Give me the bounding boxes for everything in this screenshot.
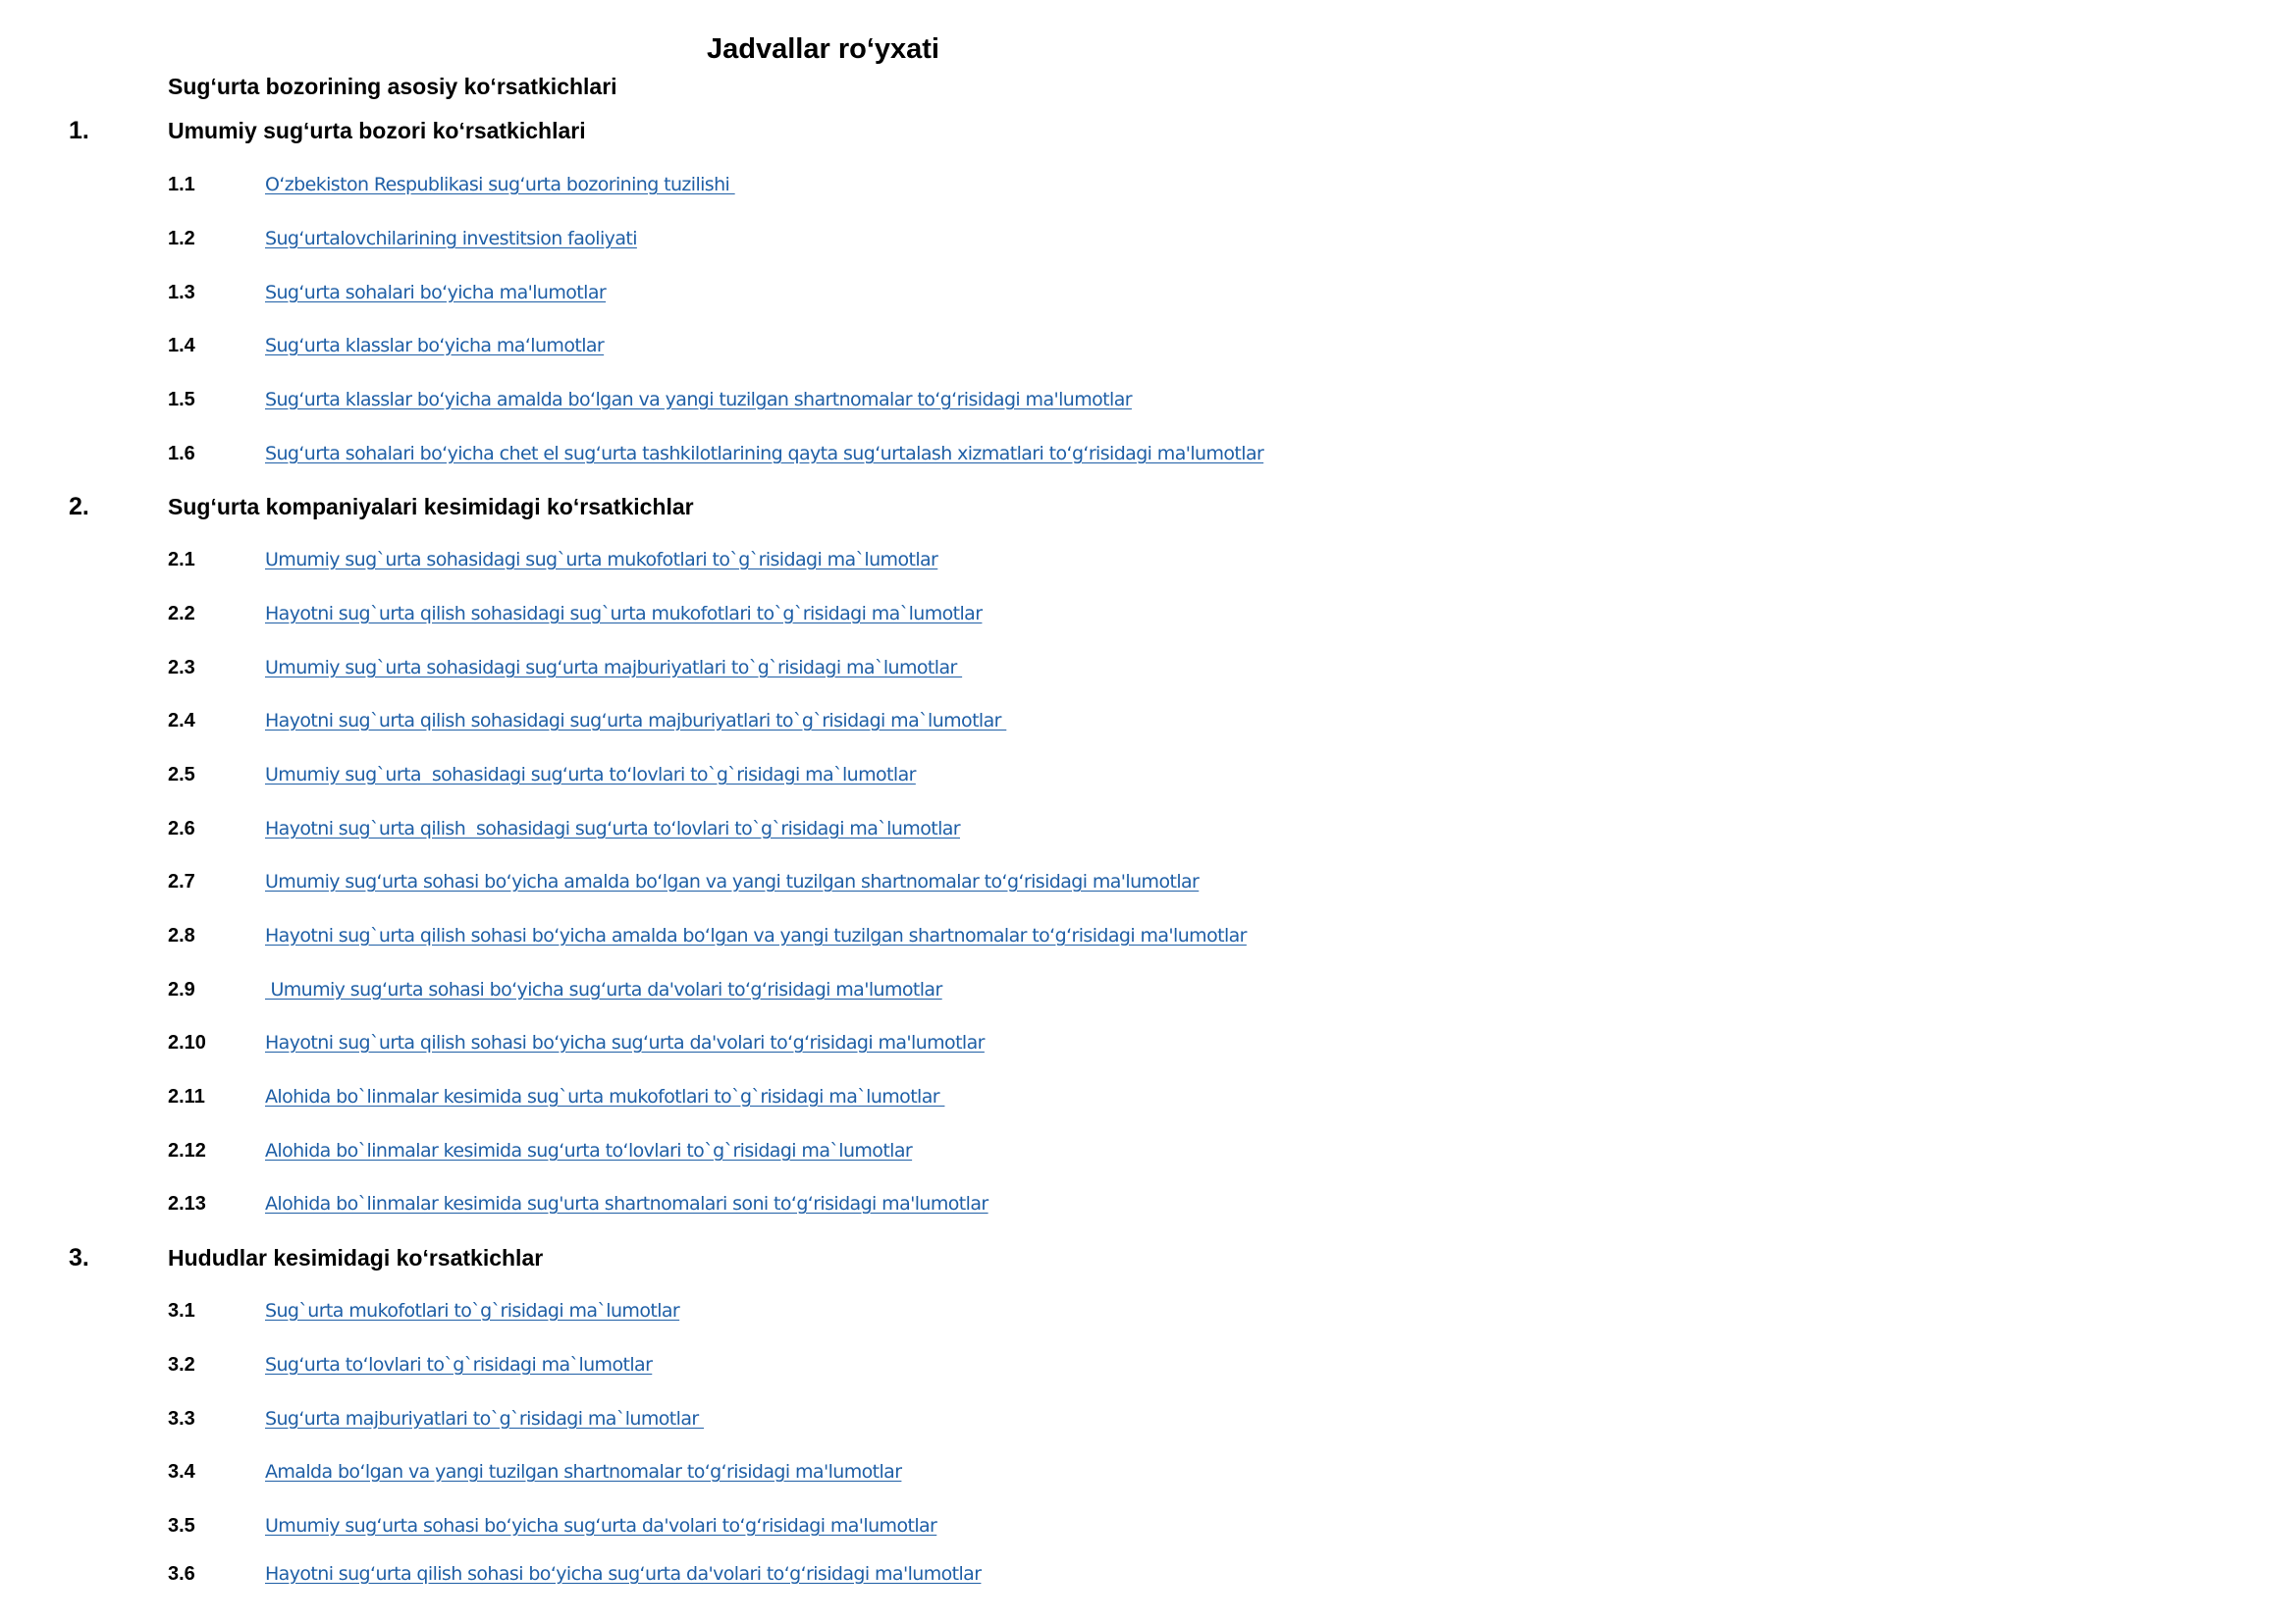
item-number: 2.12 [168, 1140, 206, 1162]
table-link[interactable]: Alohida bo`linmalar kesimida sug‘urta to‘lovlari to`g`risidagi ma`lumotlar [265, 1140, 913, 1162]
table-link[interactable]: Umumiy sug‘urta sohasi bo‘yicha sug‘urta da'volari to‘g‘risidagi ma'lumotlar [265, 1515, 937, 1537]
item-number: 3.6 [168, 1563, 195, 1585]
item-number: 2.11 [168, 1086, 205, 1108]
item-number: 2.4 [168, 710, 195, 731]
table-link[interactable]: Umumiy sug‘urta sohasi bo‘yicha amalda bo‘lgan va yangi tuzilgan shartnomalar to‘g‘risidagi ma'lumotlar [265, 871, 1200, 893]
table-link[interactable]: Umumiy sug`urta sohasidagi sug‘urta majburiyatlari to`g`risidagi ma`lumotlar [265, 657, 963, 678]
table-link[interactable]: Hayotni sug`urta qilish sohasidagi sug`urta mukofotlari to`g`risidagi ma`lumotlar [265, 603, 983, 624]
table-link[interactable]: Umumiy sug`urta sohasidagi sug‘urta to‘lovlari to`g`risidagi ma`lumotlar [265, 764, 916, 785]
item-number: 2.9 [168, 979, 195, 1001]
table-link[interactable]: Alohida bo`linmalar kesimida sug`urta mukofotlari to`g`risidagi ma`lumotlar [265, 1086, 945, 1108]
table-link[interactable]: Hayotni sug`urta qilish sohasidagi sug‘urta to‘lovlari to`g`risidagi ma`lumotlar [265, 818, 960, 839]
item-number: 2.13 [168, 1193, 206, 1215]
table-link[interactable]: Hayotni sug`urta qilish sohasi bo‘yicha amalda bo‘lgan va yangi tuzilgan shartnomalar to‘g‘risidagi ma'lumotlar [265, 925, 1247, 947]
page-subtitle: Sug‘urta bozorining asosiy ko‘rsatkichlari [168, 74, 617, 99]
item-number: 3.5 [168, 1515, 195, 1537]
table-link[interactable]: Umumiy sug`urta sohasidagi sug`urta mukofotlari to`g`risidagi ma`lumotlar [265, 549, 938, 570]
table-link[interactable]: Sug‘urta sohalari bo‘yicha chet el sug‘urta tashkilotlarining qayta sug‘urtalash xizmatlari to‘g‘risidagi ma'lumotlar [265, 443, 1264, 464]
item-number: 2.7 [168, 871, 195, 893]
table-link[interactable]: Alohida bo`linmalar kesimida sug'urta shartnomalari soni to‘g‘risidagi ma'lumotlar [265, 1193, 988, 1215]
item-number: 1.2 [168, 228, 195, 249]
item-number: 1.4 [168, 335, 195, 356]
section-title: Sug‘urta kompaniyalari kesimidagi ko‘rsatkichlar [168, 494, 694, 519]
item-number: 2.8 [168, 925, 195, 947]
item-number: 2.2 [168, 603, 195, 624]
page-title: Jadvallar ro‘yxati [707, 33, 939, 65]
table-link[interactable]: Umumiy sug‘urta sohasi bo‘yicha sug‘urta da'volari to‘g‘risidagi ma'lumotlar [265, 979, 942, 1001]
table-link[interactable]: Amalda bo‘lgan va yangi tuzilgan shartnomalar to‘g‘risidagi ma'lumotlar [265, 1461, 902, 1483]
table-link[interactable]: Sug`urta mukofotlari to`g`risidagi ma`lumotlar [265, 1300, 680, 1322]
table-link[interactable]: Sug‘urta klasslar bo‘yicha amalda bo‘lgan va yangi tuzilgan shartnomalar to‘g‘risidagi ma'lumotlar [265, 389, 1132, 410]
table-link[interactable]: Sug‘urta to‘lovlari to`g`risidagi ma`lumotlar [265, 1354, 653, 1376]
table-link[interactable]: Sug‘urta majburiyatlari to`g`risidagi ma`lumotlar [265, 1408, 705, 1430]
table-link[interactable]: Sug‘urtalovchilarining investitsion faoliyati [265, 228, 637, 249]
section-number: 2. [69, 493, 89, 520]
item-number: 3.4 [168, 1461, 195, 1483]
item-number: 1.5 [168, 389, 195, 410]
item-number: 2.1 [168, 549, 195, 570]
section-number: 1. [69, 117, 89, 144]
table-link[interactable]: Hayotni sug‘urta qilish sohasi bo‘yicha sug‘urta da'volari to‘g‘risidagi ma'lumotlar [265, 1563, 982, 1585]
item-number: 1.3 [168, 282, 195, 303]
item-number: 3.2 [168, 1354, 195, 1376]
table-link[interactable]: Hayotni sug`urta qilish sohasi bo‘yicha sug‘urta da'volari to‘g‘risidagi ma'lumotlar [265, 1032, 985, 1054]
item-number: 2.6 [168, 818, 195, 839]
section-number: 3. [69, 1244, 89, 1272]
item-number: 3.3 [168, 1408, 195, 1430]
section-title: Hududlar kesimidagi ko‘rsatkichlar [168, 1245, 544, 1271]
table-link[interactable]: Hayotni sug`urta qilish sohasidagi sug‘urta majburiyatlari to`g`risidagi ma`lumotlar [265, 710, 1007, 731]
item-number: 2.3 [168, 657, 195, 678]
table-link[interactable]: Sug‘urta sohalari bo‘yicha ma'lumotlar [265, 282, 607, 303]
table-link[interactable]: Sug‘urta klasslar bo‘yicha ma‘lumotlar [265, 335, 605, 356]
table-link[interactable]: O‘zbekiston Respublikasi sug‘urta bozorining tuzilishi [265, 174, 735, 195]
item-number: 1.6 [168, 443, 195, 464]
section-title: Umumiy sug‘urta bozori ko‘rsatkichlari [168, 118, 586, 143]
item-number: 1.1 [168, 174, 195, 195]
item-number: 2.10 [168, 1032, 206, 1054]
item-number: 2.5 [168, 764, 195, 785]
item-number: 3.1 [168, 1300, 195, 1322]
